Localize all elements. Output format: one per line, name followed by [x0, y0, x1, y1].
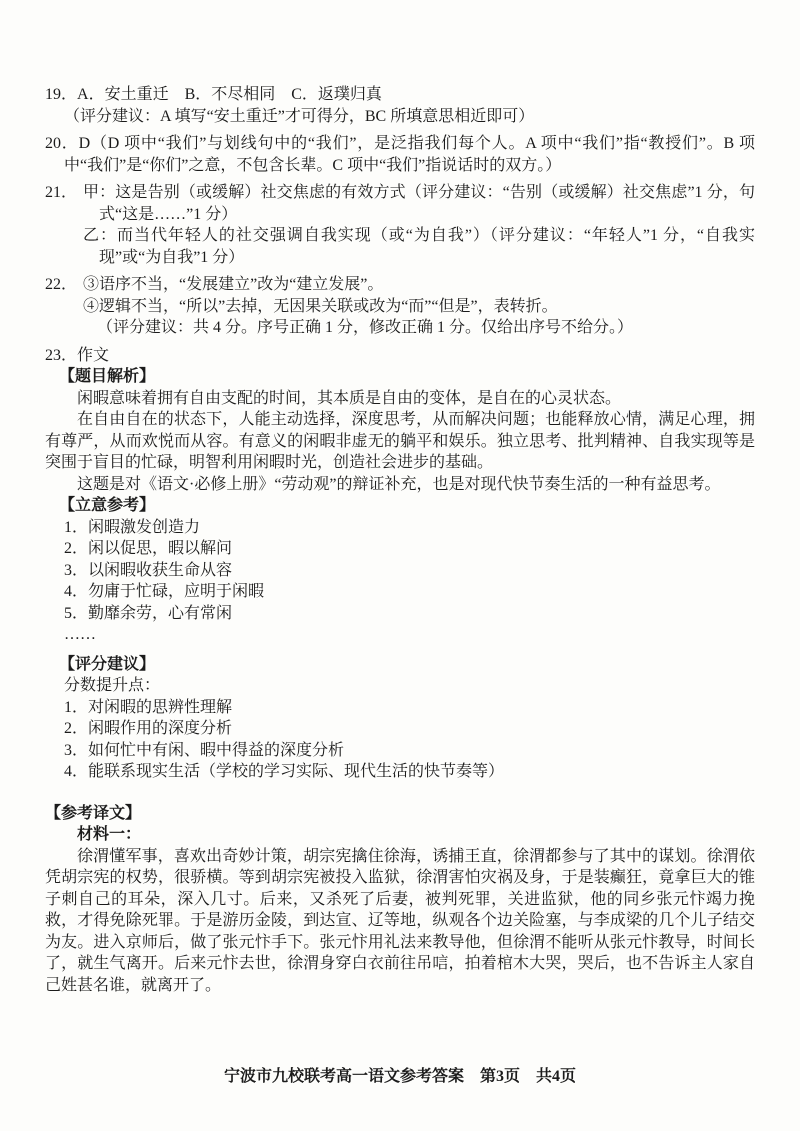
analysis-paragraph-2: 在自由自在的状态下，人能主动选择，深度思考，从而解决问题；也能释放心情，满足心理，拥有尊严，从而欢悦而从容。有意义的闲暇非虚无的躺平和娱乐。独立思考、批判精神、自我实现等是突围于盲目的忙碌，明智利用闲暇时光，创造社会进步的基础。 [45, 411, 755, 471]
q20-number: 20． [45, 135, 79, 152]
q23-title-line [45, 345, 755, 367]
q21-answer-yi: 乙：而当代年轻人的社交强调自我实现（或“为自我”）（评分建议：“年轻人”1 分，“自我实现”或“为自我”1 分） [83, 227, 755, 266]
q23-number: 23． [45, 346, 78, 364]
q22-scoring-note: （评分建议：共 4 分。序号正确 1 分，修改正确 1 分。仅给出序号不给分。） [97, 319, 634, 336]
ideas-item-ellipsis: …… [64, 626, 96, 643]
answer-item-20 [45, 133, 755, 176]
scoring-item-4: 4．能联系现实生活（学校的学习实际、现代生活的快节奏等） [64, 763, 505, 780]
scoring-item-1: 1．对闲暇的思辨性理解 [64, 698, 233, 716]
scoring-item-3: 3．如何忙中有闲、暇中得益的深度分析 [64, 741, 345, 759]
q22-correction-1: ③语序不当，“发展建立”改为“建立发展”。 [83, 276, 384, 293]
q19-number: 19． [45, 86, 78, 103]
ideas-item-4: 4．勿庸于忙碌，应明于闲暇 [64, 583, 265, 600]
analysis-paragraph-3: 这题是对《语文·必修上册》“劳动观”的辩证补充，也是对现代快节奏生活的一种有益思考。 [77, 475, 721, 493]
scoring-header: 【评分建议】 [59, 655, 156, 673]
q20-answer-text: D（D 项中“我们”与划线句中的“我们”，是泛指我们每个人。A 项中“我们”指“教授们”。B 项中“我们”是“你们”之意，不包含长辈。C 项中“我们”指说话时的双方。） [64, 135, 755, 174]
translation-material-label: 材料一： [77, 826, 142, 843]
q19-scoring-note: （评分建议：A 填写“安土重迁”才可得分，BC 所填意思相近即可） [64, 107, 535, 125]
q23-title: 作文 [77, 346, 110, 364]
answer-item-23 [45, 345, 755, 367]
page-footer: 宁波市九校联考高一语文参考答案 第3页 共4页 [223, 1067, 576, 1085]
q20-answer-line [45, 133, 755, 176]
translation-header: 【参考译文】 [45, 804, 142, 822]
analysis-paragraph-1: 闲暇意味着拥有自由支配的时间，其本质是自由的变体，是自在的心灵状态。 [77, 389, 622, 407]
ideas-item-1: 1．闲暇激发创造力 [64, 518, 201, 536]
answer-item-19 [45, 84, 755, 127]
q22-number: 22． [45, 276, 78, 293]
q22-correction-2: ④逻辑不当，“所以”去掉，无因果关联或改为“而”“但是”，表转折。 [83, 297, 558, 315]
section-scoring [45, 654, 755, 783]
ideas-header: 【立意参考】 [59, 497, 156, 514]
analysis-header: 【题目解析】 [59, 368, 156, 385]
q19-options: A．安土重迁 B．不尽相同 C．返璞归真 [77, 86, 382, 103]
ideas-item-2: 2．闲以促思，暇以解问 [64, 540, 233, 557]
q21-answer-jia: 甲：这是告别（或缓解）社交焦虑的有效方式（评分建议：“告别（或缓解）社交焦虑”1 分，句式“这是……”1 分） [83, 184, 755, 223]
section-translation [45, 803, 755, 997]
section-ideas [45, 495, 755, 646]
answer-item-22 [45, 274, 755, 339]
translation-body: 徐渭懂军事，喜欢出奇妙计策，胡宗宪擒住徐海，诱捕王直，徐渭都参与了其中的谋划。徐渭依凭胡宗宪的权势，很骄横。等到胡宗宪被投入监狱，徐渭害怕灾祸及身，于是装癫狂，竟拿巨大的锥子刺自己的耳朵，深入几寸。后来，又杀死了后妻，被判死罪，关进监狱，他的同乡张元忭竭力挽救，才得免除死罪。于是游历金陵，到达宣、辽等地，纵观各个边关险塞，与李成梁的几个儿子结交为友。进入京师后，做了张元忭手下。张元忭用礼法来教导他，但徐渭不能听从张元忭教导，时间长了，就生气离开。后来元忭去世，徐渭身穿白衣前往吊唁，拍着棺木大哭，哭后，也不告诉主人家自己姓甚名谁，就离开了。 [45, 847, 755, 994]
ideas-item-3: 3．以闲暇收获生命从容 [64, 561, 233, 579]
ideas-item-5: 5．勤靡余劳，心有常闲 [64, 604, 233, 622]
answer-item-21 [45, 182, 755, 268]
scoring-lead: 分数提升点： [64, 677, 161, 694]
section-analysis [45, 366, 755, 495]
q19-options-line [45, 84, 755, 106]
q21-number: 21． [45, 184, 78, 201]
scoring-item-2: 2．闲暇作用的深度分析 [64, 720, 233, 737]
